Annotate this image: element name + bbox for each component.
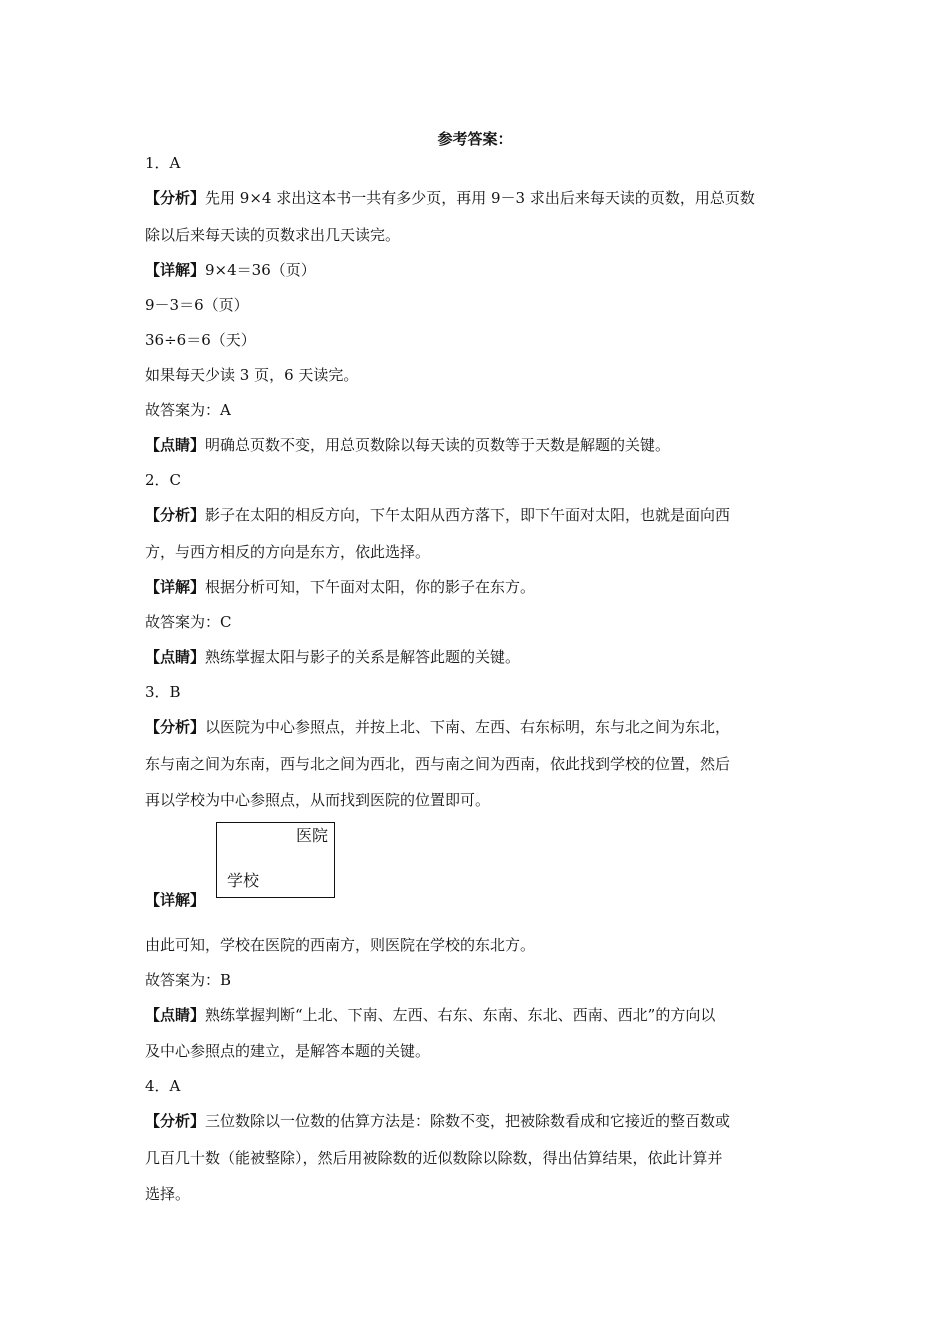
q3-analysis-line-2: 东与南之间为东南，西与北之间为西北，西与南之间为西南，依此找到学校的位置，然后 (145, 755, 731, 773)
q2-heading: 2．C (145, 471, 182, 489)
q3-analysis-line-3: 再以学校为中心参照点，从而找到医院的位置即可。 (145, 791, 491, 809)
analysis-tag: 【分析】 (145, 1112, 206, 1130)
q4-analysis-line-2: 几百几十数（能被整除），然后用被除数的近似数除以除数，得出估算结果，依此计算并 (145, 1149, 723, 1167)
q1-detail-line-4: 如果每天少读 3 页，6 天读完。 (145, 366, 359, 384)
q1-analysis-line-1: 【分析】先用 9×4 求出这本书一共有多少页，再用 9－3 求出后来每天读的页数，用总页数 (145, 189, 755, 207)
q2-analysis-line-1: 【分析】影子在太阳的相反方向，下午太阳从西方落下，即下午面对太阳，也就是面向西 (145, 506, 731, 524)
detail-tag: 【详解】 (145, 578, 206, 596)
note-tag: 【点睛】 (145, 1006, 206, 1024)
q4-analysis-line-3: 选择。 (145, 1185, 191, 1203)
q3-heading: 3．B (145, 683, 181, 701)
q1-note: 【点睛】明确总页数不变，用总页数除以每天读的页数等于天数是解题的关键。 (145, 436, 671, 454)
detail-tag: 【详解】 (145, 261, 206, 279)
diagram-hospital-label: 医院 (295, 826, 328, 845)
q2-answer: 故答案为：C (145, 613, 232, 631)
diagram-school-label: 学校 (227, 871, 260, 890)
q3-detail-line-1: 由此可知，学校在医院的西南方，则医院在学校的东北方。 (145, 936, 536, 954)
analysis-tag: 【分析】 (145, 718, 206, 736)
q3-note-line-1: 【点睛】熟练掌握判断“上北、下南、左西、右东、东南、东北、西南、西北”的方向以 (145, 1006, 716, 1024)
q1-detail-line-1: 【详解】9×4＝36（页） (145, 261, 316, 279)
note-tag: 【点睛】 (145, 436, 206, 454)
q4-heading: 4．A (145, 1077, 181, 1095)
q2-detail-line-1: 【详解】根据分析可知，下午面对太阳，你的影子在东方。 (145, 578, 536, 596)
q1-answer: 故答案为：A (145, 401, 231, 419)
detail-tag: 【详解】 (145, 891, 206, 909)
direction-diagram (216, 822, 335, 898)
analysis-tag: 【分析】 (145, 189, 206, 207)
q3-note-line-2: 及中心参照点的建立，是解答本题的关键。 (145, 1042, 431, 1060)
q2-analysis-line-2: 方，与西方相反的方向是东方，依此选择。 (145, 543, 431, 561)
analysis-tag: 【分析】 (145, 506, 206, 524)
note-tag: 【点睛】 (145, 648, 206, 666)
q1-detail-line-2: 9－3＝6（页） (145, 296, 249, 314)
q2-note: 【点睛】熟练掌握太阳与影子的关系是解答此题的关键。 (145, 648, 521, 666)
q4-analysis-line-1: 【分析】三位数除以一位数的估算方法是：除数不变，把被除数看成和它接近的整百数或 (145, 1112, 731, 1130)
q3-analysis-line-1: 【分析】以医院为中心参照点，并按上北、下南、左西、右东标明，东与北之间为东北， (145, 718, 731, 736)
page-title: 参考答案： (437, 130, 513, 148)
q1-analysis-line-2: 除以后来每天读的页数求出几天读完。 (145, 226, 401, 244)
q1-heading: 1．A (145, 154, 181, 172)
q3-answer: 故答案为：B (145, 971, 232, 989)
q1-detail-line-3: 36÷6＝6（天） (145, 331, 256, 349)
q3-detail-tag-line (145, 890, 225, 910)
